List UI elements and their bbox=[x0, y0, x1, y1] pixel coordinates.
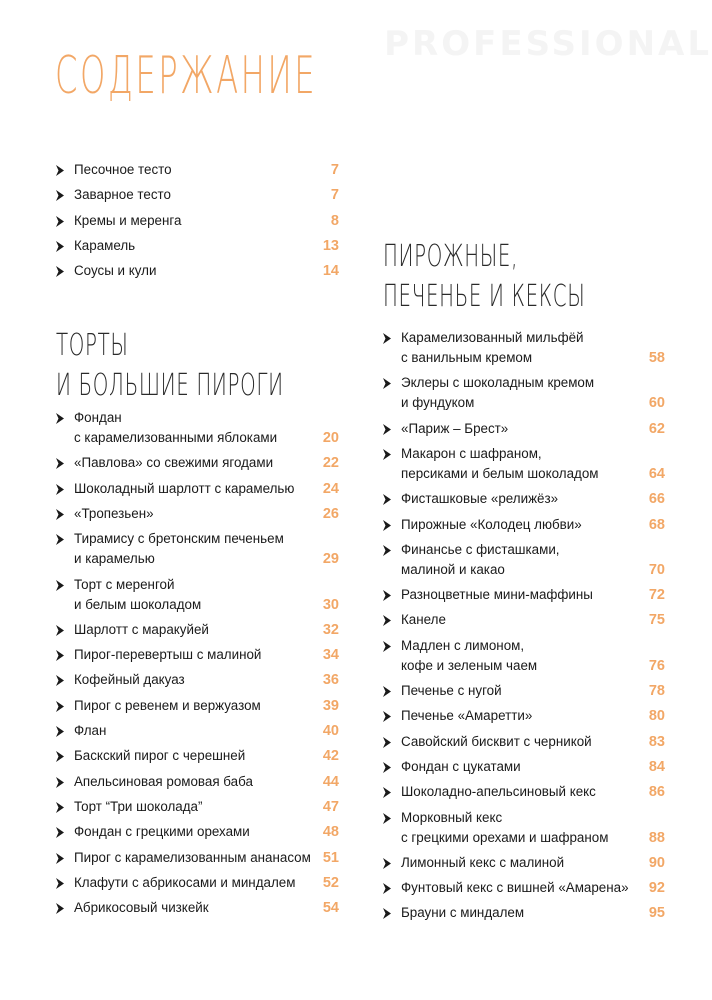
toc-entry-page-number: 62 bbox=[648, 420, 665, 437]
toc-entry-title-line: Эклеры с шоколадным кремом bbox=[401, 375, 595, 391]
toc-entry-page-number: 58 bbox=[648, 350, 665, 366]
toc-entry-title-line: кофе и зеленым чаем bbox=[401, 657, 538, 673]
toc-entry-title bbox=[74, 848, 311, 868]
toc-entry-title-line: Кофейный дакуаз bbox=[74, 672, 185, 688]
page-title: СОДЕРЖАНИЕ bbox=[55, 46, 318, 106]
toc-entry-page-number: 48 bbox=[322, 824, 339, 841]
chevron-right-icon bbox=[382, 907, 396, 926]
toc-entry-title bbox=[401, 878, 629, 898]
toc-entry-page-number: 64 bbox=[648, 465, 665, 482]
toc-entry-page-number: 60 bbox=[648, 395, 665, 412]
chevron-right-icon bbox=[55, 579, 69, 598]
toc-entry-title-line: Макарон с шафраном, bbox=[401, 445, 542, 461]
toc-entry-title bbox=[74, 185, 297, 205]
toc-entry-title-line: с ванильным кремом bbox=[401, 350, 533, 365]
chevron-right-icon bbox=[55, 265, 69, 284]
toc-entry-title-line: Фисташковые «релижёз» bbox=[401, 491, 559, 507]
toc-entry-page-number: 14 bbox=[322, 263, 339, 280]
toc-entry-title-line: Пирог-перевертыш с малиной bbox=[74, 647, 262, 663]
toc-entry-title-line: Финансье с фисташками, bbox=[401, 541, 560, 557]
toc-entry-page-number: 7 bbox=[330, 187, 339, 204]
toc-entry-page-number: 86 bbox=[648, 784, 665, 801]
toc-entry-page-number: 29 bbox=[322, 551, 339, 568]
toc-entry-page-number: 26 bbox=[322, 505, 339, 522]
chevron-right-icon bbox=[382, 493, 396, 512]
chevron-right-icon bbox=[382, 640, 396, 659]
toc-entry-title-line: Клафути с абрикосами и миндалем bbox=[74, 874, 296, 890]
toc-entry-page-number: 42 bbox=[322, 748, 339, 765]
section-heading-cakes bbox=[56, 326, 284, 406]
toc-entry-title-line: и белым шоколадом bbox=[74, 596, 202, 612]
toc-entry-title-line: Лимонный кекс с малиной bbox=[401, 854, 565, 870]
toc-entry-page-number: 39 bbox=[322, 697, 339, 714]
toc-entry-title-line: персиками и белым шоколадом bbox=[401, 465, 599, 481]
toc-entry-title bbox=[401, 328, 623, 368]
toc-entry-title bbox=[74, 261, 297, 281]
chevron-right-icon bbox=[55, 508, 69, 527]
toc-entry-title-line: Торт с меренгой bbox=[74, 576, 175, 592]
chevron-right-icon bbox=[382, 614, 396, 633]
toc-entry-page-number: 80 bbox=[648, 708, 665, 725]
toc-entry-page-number: 90 bbox=[648, 854, 665, 871]
toc-entry-title-line: Савойский бисквит с черникой bbox=[401, 733, 592, 749]
toc-entry-title bbox=[74, 504, 297, 524]
toc-entry-title bbox=[401, 636, 623, 676]
chevron-right-icon bbox=[55, 725, 69, 744]
toc-entry-title-line: Фондан bbox=[74, 410, 122, 425]
toc-entry-title bbox=[74, 696, 297, 716]
toc-entry-page-number: 44 bbox=[322, 773, 339, 790]
toc-entry-title bbox=[74, 479, 297, 499]
toc-entry-title bbox=[401, 373, 623, 413]
toc-entry-title bbox=[74, 236, 297, 256]
toc-entry-title-line: Брауни с миндалем bbox=[401, 905, 525, 921]
toc-entry-title bbox=[401, 489, 623, 509]
chevron-right-icon bbox=[55, 877, 69, 896]
toc-entry-page-number: 8 bbox=[330, 212, 339, 229]
chevron-right-icon bbox=[382, 710, 396, 729]
toc-entry-page-number: 22 bbox=[322, 455, 339, 472]
background-watermark-text: PROFESSIONAL bbox=[384, 24, 712, 64]
toc-entry-title-line: Печенье «Амаретти» bbox=[401, 708, 533, 724]
toc-entry-title bbox=[74, 453, 297, 473]
toc-entry-title-line: Торт “Три шоколада” bbox=[74, 798, 203, 814]
chevron-right-icon bbox=[55, 700, 69, 719]
section-heading-pastries bbox=[383, 237, 585, 317]
toc-entry-title-line: «Павлова» со свежими ягодами bbox=[74, 455, 274, 471]
toc-entry-title-line: Абрикосовый чизкейк bbox=[74, 900, 209, 916]
toc-entry-page-number: 72 bbox=[648, 587, 665, 604]
toc-entry-title-line: Печенье с нугой bbox=[401, 683, 502, 698]
chevron-right-icon bbox=[55, 483, 69, 502]
chevron-right-icon bbox=[55, 240, 69, 259]
toc-entry-title-line: Пирог с ревенем и вержуазом bbox=[74, 697, 261, 713]
chevron-right-icon bbox=[382, 589, 396, 608]
toc-entry-title-line: Флан bbox=[74, 723, 107, 738]
toc-entry-title-line: Морковный кекс bbox=[401, 809, 503, 825]
toc-entry-page-number: 78 bbox=[648, 683, 665, 699]
chevron-right-icon bbox=[55, 852, 69, 871]
toc-entry-title bbox=[74, 529, 297, 569]
toc-entry-title-line: Карамелизованный мильфёй bbox=[401, 330, 584, 345]
toc-entry-title-line: с грецкими орехами и шафраном bbox=[401, 829, 609, 845]
toc-entry-page-number: 68 bbox=[648, 516, 665, 533]
toc-entry-title-line: «Тропезьен» bbox=[74, 505, 154, 521]
chevron-right-icon bbox=[55, 533, 69, 552]
toc-entry-title bbox=[401, 419, 623, 439]
section-heading-line: ПИРОЖНЫЕ, bbox=[383, 239, 519, 274]
toc-entry-title-line: Пирог с карамелизованным ананасом bbox=[74, 849, 311, 865]
toc-entry-title bbox=[401, 540, 623, 580]
chevron-right-icon bbox=[382, 812, 396, 831]
chevron-right-icon bbox=[382, 857, 396, 876]
toc-entry-page-number: 36 bbox=[322, 672, 339, 689]
toc-entry-title-line: Карамель bbox=[74, 237, 136, 253]
section-heading-line: ПЕЧЕНЬЕ И КЕКСЫ bbox=[383, 279, 586, 314]
chevron-right-icon bbox=[55, 624, 69, 643]
toc-entry-title-line: с карамелизованными яблоками bbox=[74, 430, 278, 445]
toc-entry-page-number: 24 bbox=[322, 480, 339, 497]
chevron-right-icon bbox=[382, 423, 396, 442]
toc-entry-title-line: Баскский пирог с черешней bbox=[74, 748, 246, 764]
toc-entry-title bbox=[74, 645, 297, 665]
toc-entry-page-number: 7 bbox=[330, 162, 339, 178]
chevron-right-icon bbox=[382, 685, 396, 704]
toc-entry-title-line: Соусы и кули bbox=[74, 263, 157, 279]
toc-entry-title-line: и карамелью bbox=[74, 551, 155, 567]
chevron-right-icon bbox=[55, 164, 69, 183]
chevron-right-icon bbox=[55, 649, 69, 668]
toc-entry-page-number: 34 bbox=[322, 647, 339, 664]
chevron-right-icon bbox=[55, 801, 69, 820]
chevron-right-icon bbox=[55, 412, 69, 431]
toc-entry-page-number: 52 bbox=[322, 874, 339, 891]
toc-entry-title bbox=[74, 575, 297, 615]
chevron-right-icon bbox=[382, 882, 396, 901]
toc-entry-title bbox=[74, 160, 297, 180]
toc-entry-title-line: Разноцветные мини-маффины bbox=[401, 587, 593, 603]
toc-entry-title bbox=[401, 444, 623, 484]
toc-entry-title bbox=[401, 808, 623, 848]
chevron-right-icon bbox=[382, 448, 396, 467]
section-heading-line: И БОЛЬШИЕ ПИРОГИ bbox=[56, 368, 284, 403]
toc-entry-title bbox=[74, 670, 297, 690]
toc-entry-title bbox=[74, 873, 297, 893]
toc-entry-page-number: 83 bbox=[648, 733, 665, 750]
toc-entry-title bbox=[401, 903, 623, 923]
toc-entry-title bbox=[401, 681, 623, 701]
toc-entry-title bbox=[74, 746, 297, 766]
toc-entry-title-line: Тирамису с бретонским печеньем bbox=[74, 531, 284, 547]
toc-entry-page-number: 76 bbox=[648, 657, 665, 674]
toc-entry-title-line: «Париж – Брест» bbox=[401, 420, 509, 436]
toc-entry-page-number: 95 bbox=[648, 905, 665, 922]
toc-entry-page-number: 47 bbox=[322, 798, 339, 815]
toc-entry-page-number: 84 bbox=[648, 758, 665, 775]
chevron-right-icon bbox=[382, 736, 396, 755]
section-heading-line: ТОРТЫ bbox=[56, 328, 129, 363]
toc-entry-title-line: Шоколадный шарлотт с карамелью bbox=[74, 480, 295, 496]
chevron-right-icon bbox=[55, 457, 69, 476]
chevron-right-icon bbox=[55, 189, 69, 208]
chevron-right-icon bbox=[55, 902, 69, 921]
toc-entry-title bbox=[74, 620, 297, 640]
toc-entry-title bbox=[401, 610, 623, 630]
toc-entry-title-line: Шоколадно-апельсиновый кекс bbox=[401, 784, 596, 800]
toc-entry-title bbox=[74, 721, 297, 741]
toc-entry-page-number: 40 bbox=[322, 723, 339, 739]
chevron-right-icon bbox=[55, 776, 69, 795]
toc-entry-title-line: Песочное тесто bbox=[74, 162, 172, 177]
chevron-right-icon bbox=[55, 750, 69, 769]
chevron-right-icon bbox=[55, 674, 69, 693]
toc-entry-title-line: Фондан с цукатами bbox=[401, 758, 521, 774]
chevron-right-icon bbox=[382, 519, 396, 538]
toc-entry-title bbox=[74, 211, 297, 231]
toc-entry-title bbox=[401, 585, 623, 605]
toc-entry-title-line: и фундуком bbox=[401, 395, 475, 411]
toc-entry-page-number: 30 bbox=[322, 596, 339, 613]
toc-entry-page-number: 70 bbox=[648, 561, 665, 578]
toc-entry-page-number: 54 bbox=[322, 900, 339, 917]
toc-entry-page-number: 32 bbox=[322, 621, 339, 638]
chevron-right-icon bbox=[382, 761, 396, 780]
toc-entry-page-number: 51 bbox=[322, 849, 339, 866]
toc-entry-title bbox=[74, 772, 297, 792]
toc-entry-page-number: 75 bbox=[648, 612, 665, 629]
toc-entry-page-number: 13 bbox=[322, 237, 339, 254]
toc-entry-title-line: Кремы и меренга bbox=[74, 212, 182, 228]
chevron-right-icon bbox=[55, 826, 69, 845]
toc-entry-page-number: 20 bbox=[322, 430, 339, 446]
toc-entry-title-line: Фунтовый кекс с вишней «Амарена» bbox=[401, 880, 629, 896]
chevron-right-icon bbox=[382, 332, 396, 351]
toc-entry-title bbox=[74, 822, 297, 842]
toc-entry-title bbox=[401, 782, 623, 802]
chevron-right-icon bbox=[55, 215, 69, 234]
toc-entry-title-line: Заварное тесто bbox=[74, 187, 171, 203]
chevron-right-icon bbox=[382, 544, 396, 563]
toc-entry-title bbox=[74, 898, 297, 918]
toc-entry-title bbox=[401, 515, 623, 535]
chevron-right-icon bbox=[382, 786, 396, 805]
toc-entry-title bbox=[74, 408, 297, 448]
toc-entry-page-number: 92 bbox=[648, 880, 665, 897]
toc-entry-title bbox=[401, 732, 623, 752]
toc-entry-title-line: Пирожные «Колодец любви» bbox=[401, 516, 582, 532]
toc-entry-title-line: Апельсиновая ромовая баба bbox=[74, 773, 253, 789]
toc-entry-title bbox=[401, 757, 623, 777]
toc-entry-title-line: Шарлотт с маракуйей bbox=[74, 621, 209, 637]
toc-entry-title-line: малиной и какао bbox=[401, 561, 505, 577]
toc-entry-title-line: Канеле bbox=[401, 612, 446, 628]
toc-entry-title bbox=[401, 853, 623, 873]
toc-entry-page-number: 88 bbox=[648, 829, 665, 846]
toc-entry-title bbox=[401, 706, 623, 726]
toc-entry-page-number: 66 bbox=[648, 491, 665, 508]
toc-entry-title bbox=[74, 797, 297, 817]
chevron-right-icon bbox=[382, 377, 396, 396]
toc-entry-title-line: Мадлен с лимоном, bbox=[401, 637, 525, 653]
toc-entry-title-line: Фондан с грецкими орехами bbox=[74, 824, 250, 840]
